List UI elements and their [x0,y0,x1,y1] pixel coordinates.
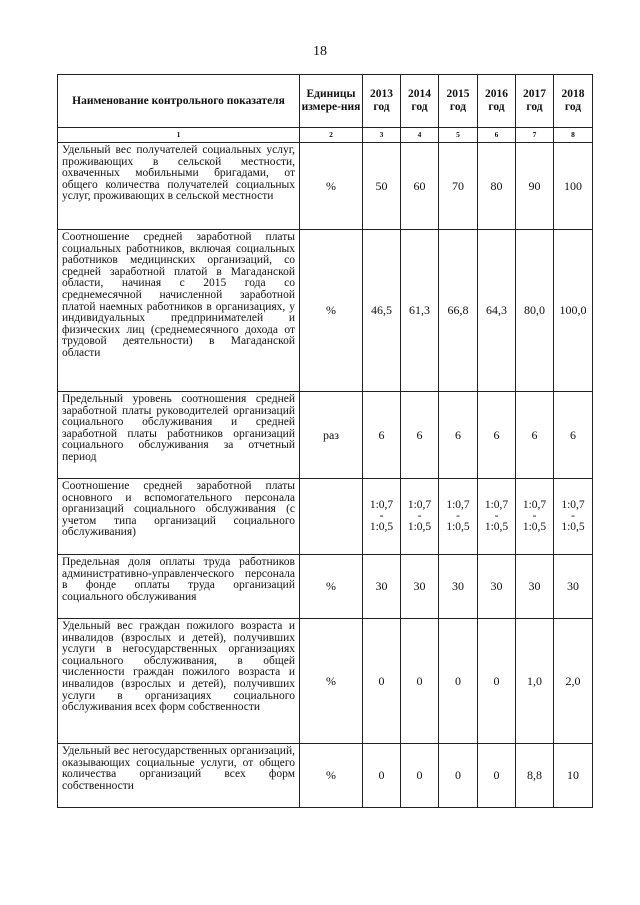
value-cell: 6 [516,392,554,479]
ratio-cell: 1:0,7 - 1:0,5 [439,479,478,555]
indicator-cell: Удельный вес граждан пожилого возраста и инвалидов (взрослых и детей), получивших услуги в негосударственных организациях социального обслуживания, в общей численности граждан пожилого возраста и инвалидов (взрослых и детей), получивших услуги в организациях социального обслуживания всех форм собственности [58,619,300,744]
ratio-cell: 1:0,7 - 1:0,5 [516,479,554,555]
page-number: 18 [313,44,327,59]
value-cell: 30 [439,555,478,619]
value-cell: 10 [554,744,593,808]
indicator-cell: Предельный уровень соотношения средней заработной платы руководителей организаций социального обслуживания и средней заработной платы работников организаций социального обслуживания за отчетный период [58,392,300,479]
ratio-cell: 1:0,7 - 1:0,5 [478,479,516,555]
indicator-cell: Удельный вес получателей социальных услуг, проживающих в сельской местности, охваченных мобильными бригадами, от общего количества получателей социальных услуг, проживающих в сельской местности [58,143,300,230]
column-number: 4 [401,128,439,143]
ratio-cell: 1:0,7 - 1:0,5 [401,479,439,555]
unit-cell: раз [300,392,363,479]
header-year-2018: 2018 год [554,75,593,128]
value-cell: 64,3 [478,230,516,392]
header-units: Единицы измере-ния [300,75,363,128]
value-cell: 100,0 [554,230,593,392]
value-cell: 66,8 [439,230,478,392]
value-cell: 70 [439,143,478,230]
table-row [58,143,593,230]
header-year-2015: 2015 год [439,75,478,128]
value-cell: 2,0 [554,619,593,744]
table-row [58,619,593,744]
value-cell: 6 [554,392,593,479]
value-cell: 6 [478,392,516,479]
indicator-cell: Соотношение средней заработной платы социальных работников, включая социальных работников медицинских организаций, со средней заработной платой в Магаданской области, начиная с 2015 года со среднемесячной начисленной заработной платой наемных работников в организациях, у индивидуальных предпринимателей и физических лиц (среднемесячного дохода от трудовой деятельности) в Магаданской области [58,230,300,392]
value-cell: 50 [363,143,401,230]
value-cell: 30 [554,555,593,619]
value-cell: 0 [401,744,439,808]
column-number: 8 [554,128,593,143]
value-cell: 6 [401,392,439,479]
value-cell: 30 [363,555,401,619]
header-year-2014: 2014 год [401,75,439,128]
indicators-table [57,74,593,808]
unit-cell: % [300,619,363,744]
value-cell: 6 [439,392,478,479]
unit-cell: % [300,230,363,392]
table-row [58,555,593,619]
header-row [58,75,593,128]
header-year-2017: 2017 год [516,75,554,128]
value-cell: 80,0 [516,230,554,392]
header-year-2016: 2016 год [478,75,516,128]
header-year-2013: 2013 год [363,75,401,128]
value-cell: 46,5 [363,230,401,392]
value-cell: 0 [478,619,516,744]
value-cell: 0 [478,744,516,808]
column-number: 6 [478,128,516,143]
column-number-row [58,128,593,143]
column-number: 5 [439,128,478,143]
value-cell: 60 [401,143,439,230]
indicator-cell: Предельная доля оплаты труда работников административно-управленческого персонала в фонде оплаты труда организаций социального обслуживания [58,555,300,619]
value-cell: 0 [401,619,439,744]
value-cell: 90 [516,143,554,230]
value-cell: 30 [478,555,516,619]
value-cell: 8,8 [516,744,554,808]
ratio-cell: 1:0,7 - 1:0,5 [363,479,401,555]
column-number: 1 [58,128,300,143]
value-cell: 61,3 [401,230,439,392]
table-row [58,479,593,555]
value-cell: 100 [554,143,593,230]
header-indicator: Наименование контрольного показателя [58,75,300,128]
value-cell: 80 [478,143,516,230]
indicator-cell: Удельный вес негосударственных организаций, оказывающих социальные услуги, от общего количества организаций всех форм собственности [58,744,300,808]
unit-cell [300,479,363,555]
column-number: 7 [516,128,554,143]
value-cell: 0 [439,619,478,744]
indicator-cell: Соотношение средней заработной платы основного и вспомогательного персонала организаций социального обслуживания (с учетом типа организаций социального обслуживания) [58,479,300,555]
value-cell: 0 [363,744,401,808]
value-cell: 0 [363,619,401,744]
value-cell: 30 [401,555,439,619]
value-cell: 30 [516,555,554,619]
value-cell: 0 [439,744,478,808]
ratio-cell: 1:0,7 - 1:0,5 [554,479,593,555]
value-cell: 1,0 [516,619,554,744]
table-row [58,744,593,808]
unit-cell: % [300,555,363,619]
unit-cell: % [300,744,363,808]
table-row [58,392,593,479]
table-row [58,230,593,392]
column-number: 3 [363,128,401,143]
column-number: 2 [300,128,363,143]
value-cell: 6 [363,392,401,479]
unit-cell: % [300,143,363,230]
